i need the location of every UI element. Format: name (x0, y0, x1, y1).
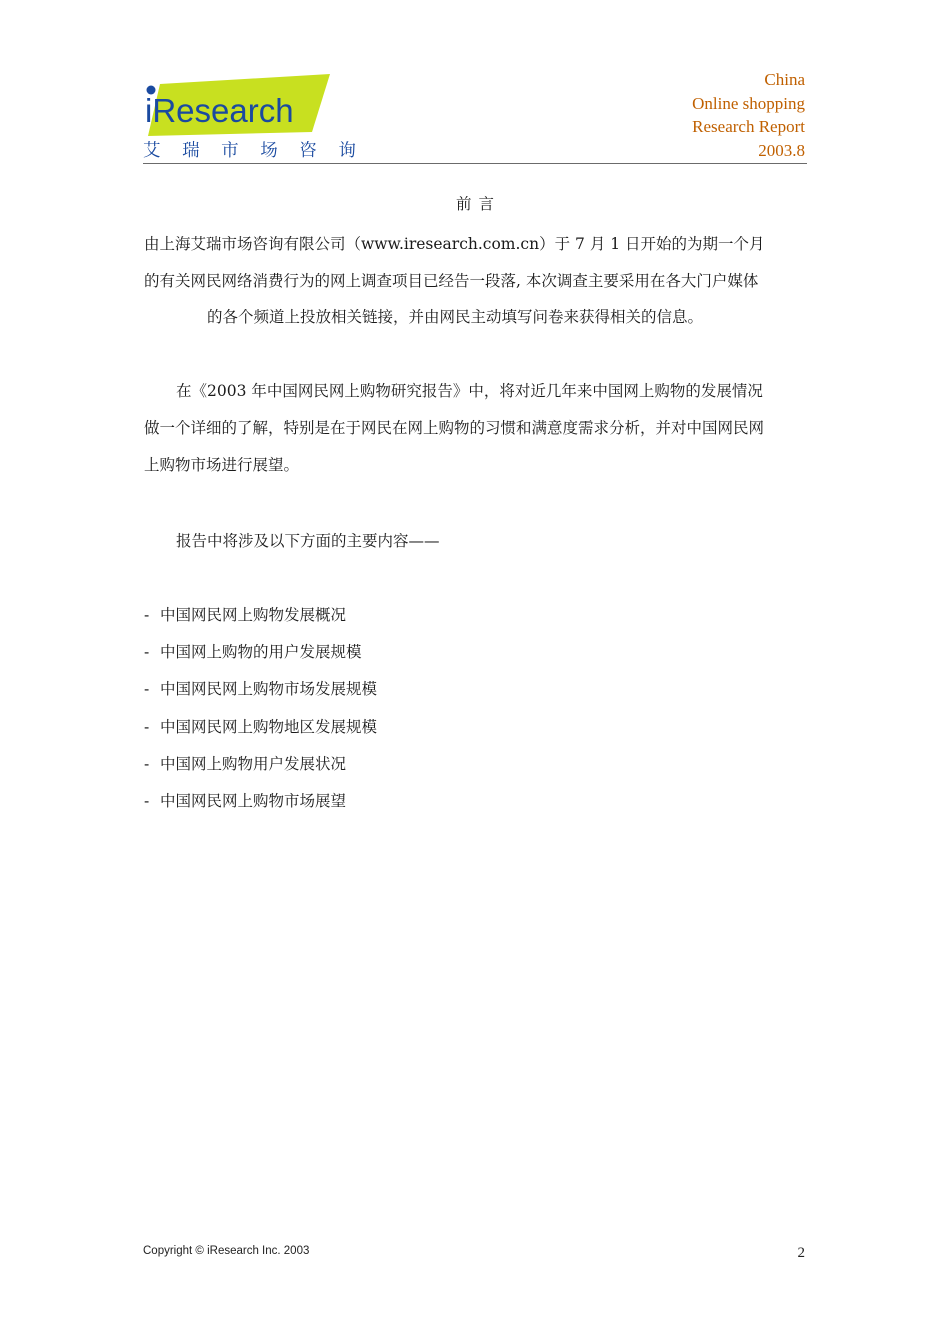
report-info-line: 2003.8 (758, 140, 805, 160)
list-item-text: 中国网民网上购物发展概况 (160, 606, 347, 624)
report-info-line: Research Report (692, 117, 805, 136)
list-item (144, 789, 346, 811)
intro-line: 的各个频道上投放相关链接，并由网民主动填写问卷来获得相关的信息。 (207, 308, 704, 326)
copyright: Copyright © iResearch Inc. 2003 (143, 1245, 310, 1257)
list-item (144, 640, 362, 662)
list-item-text: 中国网民网上购物地区发展规模 (160, 718, 378, 736)
iresearch-logo-icon (140, 70, 364, 162)
intro-line: 的有关网民网络消费行为的网上调查项目已经告一段落, 本次调查主要采用在各大门户媒体 (144, 272, 759, 290)
report-info-line: China (764, 70, 805, 89)
list-item-text: 中国网民网上购物市场展望 (160, 792, 347, 810)
list-dash: - (144, 680, 150, 698)
report-para-line: 上购物市场进行展望。 (144, 456, 300, 474)
list-dash: - (144, 643, 150, 661)
list-item (144, 677, 377, 699)
list-dash: - (144, 718, 150, 736)
list-item-text: 中国网上购物的用户发展规模 (160, 643, 362, 661)
logo-wordmark: iResearch (145, 92, 294, 129)
list-dash: - (144, 755, 150, 773)
report-para-line: 在《2003 年中国网民网上购物研究报告》中，将对近几年来中国网上购物的发展情况 (176, 382, 763, 400)
logo (140, 70, 364, 162)
intro-line: 由上海艾瑞市场咨询有限公司（www.iresearch.com.cn）于 7 月 1 日开始的为期一个月 (144, 235, 765, 253)
page-number: 2 (797, 1245, 805, 1261)
report-info (692, 68, 805, 162)
list-dash: - (144, 792, 150, 810)
header-divider (143, 163, 807, 164)
list-item (144, 715, 377, 737)
logo-cn-text: 艾 瑞 市 场 咨 询 (143, 141, 364, 161)
list-item (144, 752, 346, 774)
report-para-line: 做一个详细的了解，特别是在于网民在网上购物的习惯和满意度需求分析，并对中国网民网 (144, 419, 765, 437)
contents-intro: 报告中将涉及以下方面的主要内容—— (176, 532, 440, 550)
list-item-text: 中国网民网上购物市场发展规模 (160, 680, 378, 698)
list-item-text: 中国网上购物用户发展状况 (160, 755, 347, 773)
report-info-line: Online shopping (692, 93, 805, 113)
page-title: 前言 (455, 195, 501, 213)
list-item (144, 603, 346, 625)
list-dash: - (144, 606, 150, 624)
